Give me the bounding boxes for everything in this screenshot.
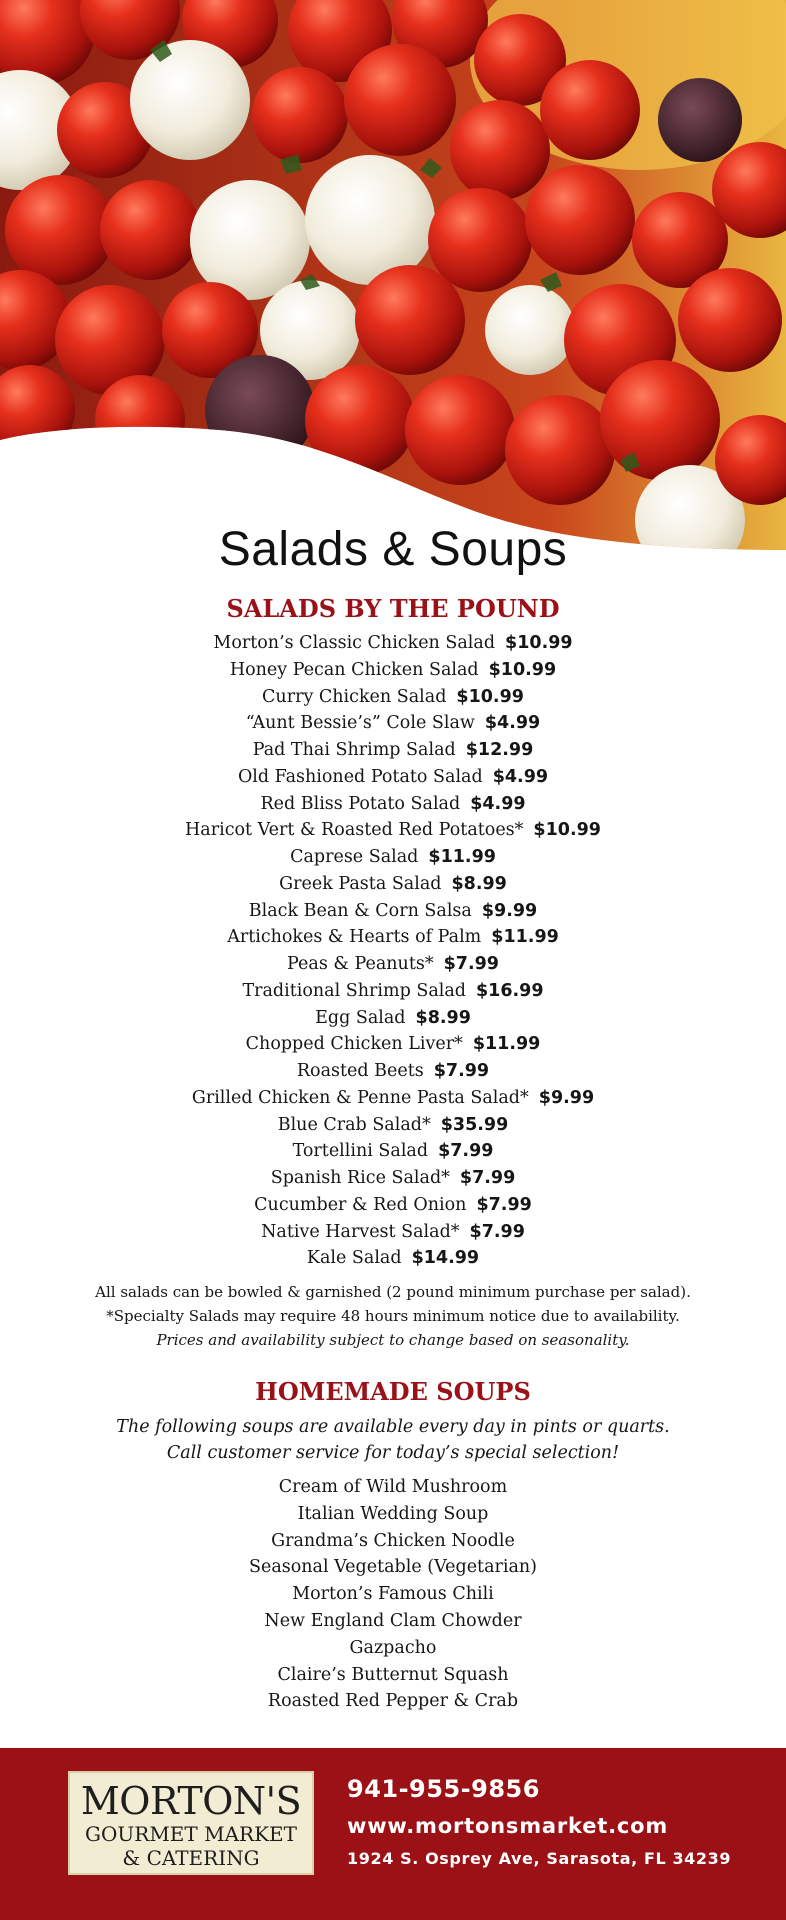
soup-item: Gazpacho bbox=[349, 1637, 437, 1658]
salads-heading: SALADS BY THE POUND bbox=[226, 594, 560, 623]
salad-name: Roasted Beets bbox=[296, 1061, 424, 1081]
salad-name: Chopped Chicken Liver* bbox=[245, 1034, 463, 1055]
salad-price: $10.99 bbox=[488, 659, 557, 680]
soup-item: Cream of Wild Mushroom bbox=[278, 1477, 508, 1497]
salad-price: $11.99 bbox=[491, 927, 559, 948]
soup-item: Claire’s Butternut Squash bbox=[277, 1664, 509, 1685]
salad-price: $7.99 bbox=[476, 1194, 532, 1215]
soups-heading: HOMEMADE SOUPS bbox=[255, 1377, 531, 1406]
salad-price: $14.99 bbox=[411, 1248, 480, 1269]
salad-price: $8.99 bbox=[451, 873, 507, 894]
salad-price: $9.99 bbox=[538, 1087, 595, 1108]
salad-item bbox=[0, 710, 786, 737]
bowl-note: All salads can be bowled & garnished (2 pound minimum purchase per salad). bbox=[95, 1283, 691, 1301]
salad-name: Old Fashioned Potato Salad bbox=[237, 766, 483, 787]
salad-name: Egg Salad bbox=[315, 1007, 406, 1028]
logo-line-3: & CATERING bbox=[122, 1846, 260, 1870]
salad-price: $10.99 bbox=[505, 633, 573, 653]
salad-name: Morton’s Classic Chicken Salad bbox=[213, 633, 496, 653]
hero-photo bbox=[0, 0, 786, 560]
salad-price: $7.99 bbox=[459, 1168, 516, 1188]
salad-item bbox=[0, 1165, 786, 1192]
salad-price: $10.99 bbox=[456, 686, 524, 707]
salad-name: Greek Pasta Salad bbox=[279, 873, 442, 894]
specialty-note: *Specialty Salads may require 48 hours minimum notice due to availability. bbox=[106, 1307, 680, 1325]
salad-item bbox=[0, 1031, 786, 1058]
salad-item bbox=[0, 630, 786, 657]
salad-item bbox=[0, 1058, 786, 1085]
salad-item bbox=[0, 1138, 786, 1165]
salad-price: $11.99 bbox=[472, 1034, 541, 1055]
salad-item bbox=[0, 1219, 786, 1246]
soup-item: Italian Wedding Soup bbox=[297, 1503, 489, 1524]
salad-notes bbox=[0, 1280, 786, 1352]
soup-item: Grandma’s Chicken Noodle bbox=[271, 1530, 515, 1551]
salad-item bbox=[0, 737, 786, 764]
salad-price: $4.99 bbox=[492, 766, 549, 787]
salad-item bbox=[0, 684, 786, 711]
salad-item bbox=[0, 924, 786, 951]
soup-list bbox=[0, 1474, 786, 1715]
phone-number[interactable]: 941-955-9856 bbox=[347, 1775, 540, 1803]
salad-name: Honey Pecan Chicken Salad bbox=[229, 659, 479, 680]
contact-info bbox=[347, 1772, 731, 1872]
mortons-logo bbox=[68, 1771, 314, 1875]
salad-name: Native Harvest Salad* bbox=[261, 1221, 460, 1242]
logo-line-1: MORTON'S bbox=[80, 1779, 302, 1823]
caprese-salad-illustration bbox=[0, 0, 786, 560]
salad-name: Haricot Vert & Roasted Red Potatoes* bbox=[185, 820, 524, 841]
salad-name: Curry Chicken Salad bbox=[262, 686, 447, 707]
salad-name: Kale Salad bbox=[306, 1248, 402, 1269]
salad-item bbox=[0, 1192, 786, 1219]
salad-price: $10.99 bbox=[533, 820, 601, 841]
salad-name: Artichokes & Hearts of Palm bbox=[227, 927, 482, 948]
salad-name: Blue Crab Salad* bbox=[277, 1114, 431, 1135]
salad-item bbox=[0, 1085, 786, 1112]
salad-price: $7.99 bbox=[433, 1061, 490, 1081]
salad-item bbox=[0, 978, 786, 1005]
salad-item bbox=[0, 898, 786, 925]
salad-name: “Aunt Bessie’s” Cole Slaw bbox=[245, 713, 475, 734]
page-title: Salads & Soups bbox=[218, 523, 568, 576]
salad-item bbox=[0, 817, 786, 844]
footer-bar bbox=[0, 1748, 786, 1920]
soup-item: Morton’s Famous Chili bbox=[292, 1584, 494, 1605]
salad-price: $8.99 bbox=[415, 1007, 471, 1028]
street-address: 1924 S. Osprey Ave, Sarasota, FL 34239 bbox=[347, 1849, 732, 1868]
salad-name: Grilled Chicken & Penne Pasta Salad* bbox=[191, 1087, 529, 1108]
salad-name: Red Bliss Potato Salad bbox=[260, 793, 461, 814]
salad-name: Caprese Salad bbox=[290, 847, 419, 867]
soup-item: Seasonal Vegetable (Vegetarian) bbox=[248, 1557, 538, 1578]
soups-intro bbox=[0, 1414, 786, 1466]
soups-intro-line2: Call customer service for today’s special selection! bbox=[166, 1443, 620, 1463]
salad-item bbox=[0, 1005, 786, 1032]
salad-name: Black Bean & Corn Salsa bbox=[248, 900, 472, 921]
salad-price: $9.99 bbox=[481, 900, 538, 921]
soups-intro-line1: The following soups are available every day in pints or quarts. bbox=[116, 1417, 670, 1437]
salad-price: $4.99 bbox=[484, 713, 541, 734]
salad-item bbox=[0, 951, 786, 978]
salad-price: $7.99 bbox=[443, 954, 499, 974]
salad-list bbox=[0, 630, 786, 1272]
salad-price: $4.99 bbox=[470, 793, 526, 814]
salad-item bbox=[0, 844, 786, 871]
salad-price: $7.99 bbox=[438, 1141, 494, 1162]
salad-name: Spanish Rice Salad* bbox=[270, 1168, 450, 1188]
salad-name: Pad Thai Shrimp Salad bbox=[252, 740, 456, 760]
website-link[interactable]: www.mortonsmarket.com bbox=[347, 1814, 669, 1838]
soup-item: New England Clam Chowder bbox=[264, 1610, 522, 1631]
salad-item bbox=[0, 657, 786, 684]
salad-price: $7.99 bbox=[469, 1221, 525, 1242]
salad-item bbox=[0, 1112, 786, 1139]
salad-item bbox=[0, 871, 786, 898]
salad-price: $16.99 bbox=[476, 980, 544, 1001]
salad-item bbox=[0, 1245, 786, 1272]
salad-name: Tortellini Salad bbox=[292, 1141, 429, 1162]
salad-price: $12.99 bbox=[465, 740, 534, 760]
price-disclaimer: Prices and availability subject to change based on seasonality. bbox=[156, 1331, 630, 1349]
soup-item: Roasted Red Pepper & Crab bbox=[267, 1691, 519, 1712]
salad-name: Traditional Shrimp Salad bbox=[242, 980, 466, 1001]
salad-price: $11.99 bbox=[428, 847, 496, 867]
salad-name: Peas & Peanuts* bbox=[287, 954, 434, 974]
logo-line-2: GOURMET MARKET bbox=[85, 1822, 297, 1846]
salad-price: $35.99 bbox=[440, 1114, 509, 1135]
salad-name: Cucumber & Red Onion bbox=[254, 1194, 467, 1215]
salad-item bbox=[0, 764, 786, 791]
salad-item bbox=[0, 791, 786, 818]
